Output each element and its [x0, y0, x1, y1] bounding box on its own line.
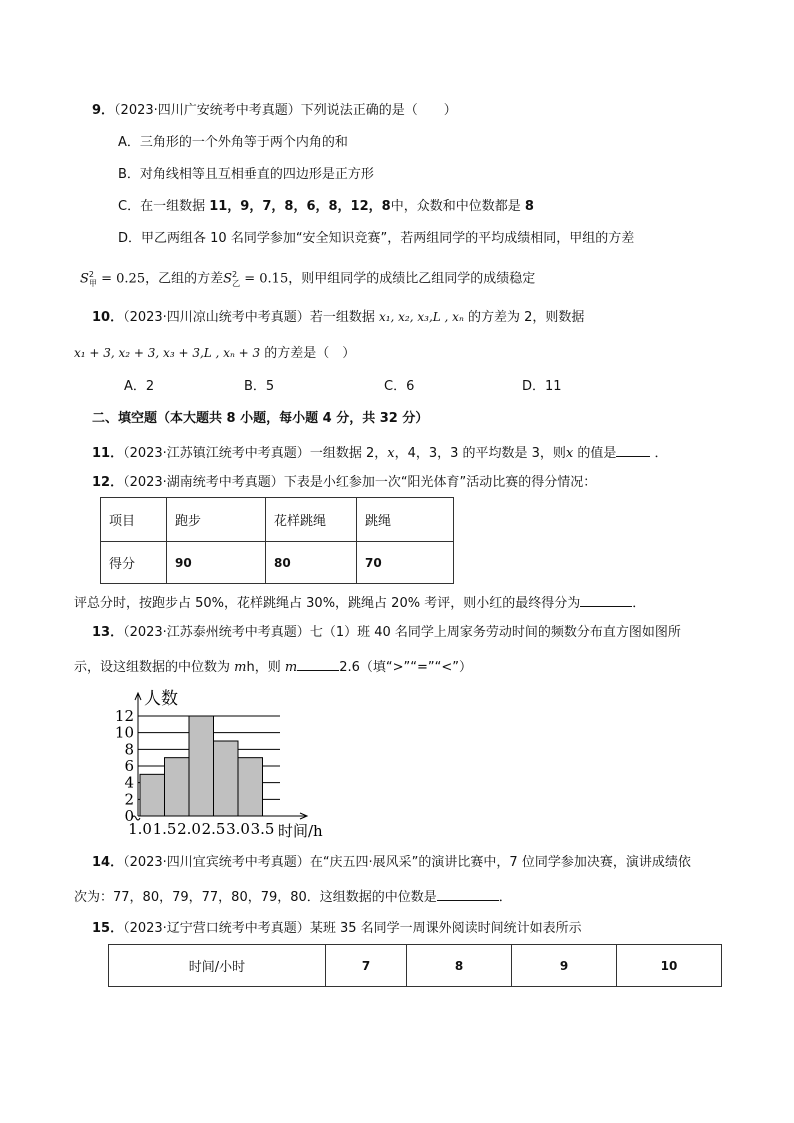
q10-variables: x₁, x₂, x₃,L , xₙ: [378, 310, 464, 324]
variance-sup-b: 2: [232, 270, 238, 279]
table-cell: 10: [617, 945, 722, 987]
table-cell: 7: [326, 945, 407, 987]
q12-stem: 下表是小红参加一次“阳光体育”活动比赛的得分情况：: [283, 475, 597, 490]
q15-number: 15．: [92, 921, 124, 936]
q12-after: 评总分时，按跑步占 50%，花样跳绳占 30%，跳绳占 20% 考评，则小红的最终得分为: [74, 596, 581, 611]
q14-source: （2023·四川宜宾统考中考真题）: [123, 855, 310, 870]
q11-end: ．: [650, 446, 668, 461]
q9-option-c-value: 8: [524, 199, 534, 214]
variance-value-a: = 0.25: [97, 271, 146, 287]
q15-stem: 某班 35 名同学一周课外阅读时间统计如表所示: [309, 921, 582, 936]
q11-stem-post: 的值是: [573, 446, 617, 461]
histogram-bar: [238, 758, 263, 816]
variance-sub-a: 甲: [89, 278, 97, 288]
q9-line: [92, 102, 457, 120]
table-row: [101, 542, 454, 584]
table-cell: 90: [167, 542, 266, 584]
variance-value-b: = 0.15: [240, 271, 289, 287]
table-cell: 80: [266, 542, 357, 584]
q13-line: [92, 624, 681, 642]
q12-after-line: [74, 592, 645, 613]
q11-stem-mid: ，4，3，3 的平均数是 3，则: [394, 446, 566, 461]
q10-stem-post: 的方差为 2，则数据: [463, 310, 585, 325]
histogram-svg: [108, 688, 328, 840]
q11-answer-blank[interactable]: [616, 442, 650, 457]
histogram-chart: [108, 688, 328, 844]
x-tick-label: 1.0: [128, 820, 152, 838]
y-tick-label: 0: [124, 807, 134, 825]
table-cell: 9: [512, 945, 617, 987]
q9-option-c-pre: C．在一组数据: [118, 199, 210, 214]
histogram-bar: [214, 741, 239, 816]
table-cell: 时间/小时: [109, 945, 326, 987]
q9-option-d: D．甲乙两组各 10 名同学参加“安全知识竞赛”，若两组同学的平均成绩相同，甲组的方差: [118, 231, 635, 246]
q11-var-x2: x: [565, 446, 574, 461]
q12-score-table: [100, 497, 454, 584]
q12-end: ．: [632, 596, 646, 611]
q9-option-d-line2: [80, 266, 535, 293]
q13-answer-blank[interactable]: [297, 656, 339, 671]
q9-option-c-post: 中，众数和中位数都是: [390, 199, 525, 214]
q10-line: [92, 308, 584, 327]
q9-option-a: A．三角形的一个外角等于两个内角的和: [118, 135, 348, 150]
y-tick-label: 4: [124, 773, 134, 792]
y-tick-label: 2: [124, 790, 134, 809]
table-cell: 70: [357, 542, 454, 584]
table-row: [109, 945, 722, 987]
q13-line2: [74, 656, 472, 677]
q12-source: （2023·湖南统考中考真题）: [123, 475, 284, 490]
q13-var-m: m: [234, 660, 247, 675]
variance-symbol-a: S: [80, 271, 89, 287]
table-cell: 得分: [101, 542, 167, 584]
x-tick-label: 1.5: [152, 820, 177, 838]
q9-option-b: B．对角线相等且互相垂直的四边形是正方形: [118, 167, 374, 182]
y-tick-label: 6: [124, 757, 134, 775]
q15-reading-table: [108, 944, 722, 987]
q10-option-b: B．5: [244, 379, 275, 394]
variance-sup-a: 2: [88, 270, 94, 279]
q13-stem: 七（1）班 40 名同学上周家务劳动时间的频数分布直方图如图所: [309, 625, 681, 640]
table-cell: 跳绳: [357, 498, 454, 542]
histogram-bar: [189, 716, 214, 816]
x-tick-label: 3.0: [226, 820, 250, 838]
q14-stem: 在“庆五四·展风采”的演讲比赛中，7 位同学参加决赛，演讲成绩依: [309, 855, 691, 870]
y-axis-label: 人数: [144, 689, 178, 709]
q10-option-c: C．6: [384, 379, 415, 394]
y-tick-label: 12: [114, 707, 134, 725]
table-cell: 项目: [101, 498, 167, 542]
q10-option-a: A．2: [124, 379, 155, 394]
q13-unit-h: h: [246, 660, 255, 675]
q9-option-c-data: 11，9，7，8，6，8，12，8: [209, 199, 391, 214]
q15-source: （2023·辽宁营口统考中考真题）: [123, 921, 310, 936]
q10-option-d: D．11: [522, 379, 562, 394]
histogram-bar: [165, 758, 190, 816]
q15-line: [92, 920, 582, 938]
q12-number: 12．: [92, 475, 124, 490]
q11-source: （2023·江苏镇江统考中考真题）: [123, 446, 310, 461]
table-row: [101, 498, 454, 542]
q12-line: [92, 474, 596, 492]
y-tick-label: 8: [124, 740, 134, 759]
x-tick-label: 2.5: [201, 820, 226, 838]
q9-d-text1: ，乙组的方差: [145, 271, 224, 287]
q13-line2-mid: ，则: [254, 660, 285, 675]
q10-stem-pre: 若一组数据: [309, 310, 379, 325]
q11-var-x: x: [387, 446, 395, 461]
q10-expression-post: 的方差是（ ）: [260, 346, 356, 361]
q10-number: 10．: [92, 310, 124, 325]
q12-answer-blank[interactable]: [580, 592, 632, 607]
histogram-bar: [140, 774, 165, 816]
q13-line2-pre: 示，设这组数据的中位数为: [74, 660, 235, 675]
q9-stem: 下列说法正确的是（ ）: [300, 103, 457, 118]
q14-line2: [74, 886, 512, 907]
q9-option-c: [118, 198, 534, 216]
q13-source: （2023·江苏泰州统考中考真题）: [123, 625, 310, 640]
table-cell: 8: [407, 945, 512, 987]
q14-answer-blank[interactable]: [437, 886, 499, 901]
q11-number: 11．: [92, 446, 124, 461]
variance-symbol-b: S: [223, 271, 233, 287]
q11-stem-pre: 一组数据 2，: [309, 446, 388, 461]
q10-source: （2023·四川凉山统考中考真题）: [123, 310, 310, 325]
x-tick-label: 3.5: [250, 820, 275, 838]
q10-expression: x₁ + 3, x₂ + 3, x₃ + 3,L , xₙ + 3: [74, 346, 261, 360]
q13-number: 13．: [92, 625, 124, 640]
variance-sub-b: 乙: [232, 278, 241, 288]
x-axis-label: 时间/h: [278, 822, 323, 840]
section-heading: 二、填空题（本大题共 8 小题，每小题 4 分，共 32 分）: [92, 411, 429, 426]
q11-line: [92, 442, 668, 463]
q14-line2-text: 次为：77，80，79，77，80，79，80．这组数据的中位数是: [74, 890, 437, 905]
q14-end: ．: [498, 890, 512, 905]
q9-d-text2: ，则甲组同学的成绩比乙组同学的成绩稳定: [288, 271, 536, 287]
q13-var-m2: m: [284, 660, 298, 675]
q13-line2-post: 2.6（填“>”“=”“<”）: [339, 660, 472, 675]
q9-number: 9．: [92, 103, 115, 118]
table-cell: 花样跳绳: [266, 498, 357, 542]
table-cell: 跑步: [167, 498, 266, 542]
q14-number: 14．: [92, 855, 124, 870]
q9-source: （2023·四川广安统考中考真题）: [114, 103, 301, 118]
x-tick-label: 2.0: [177, 820, 201, 838]
q10-expression-line: [74, 344, 355, 363]
q14-line: [92, 854, 691, 872]
y-tick-label: 10: [114, 723, 134, 742]
